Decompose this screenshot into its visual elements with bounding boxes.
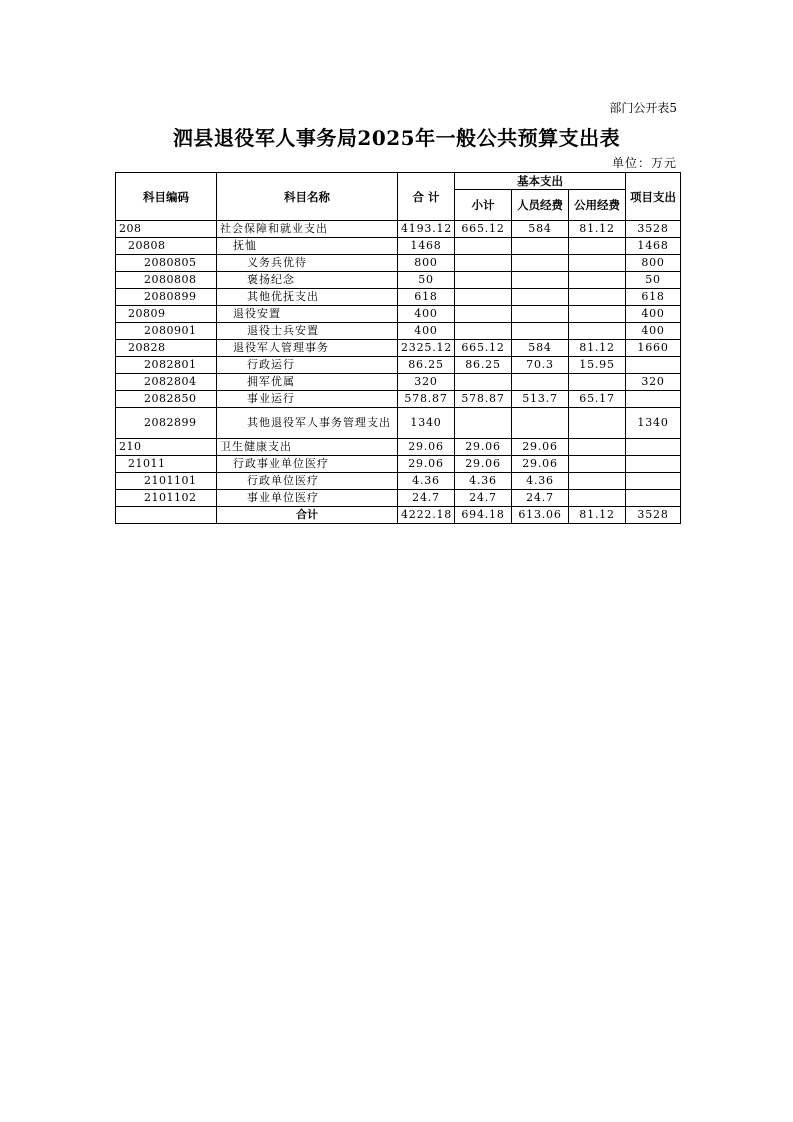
cell-personnel xyxy=(512,408,569,439)
cell-name: 卫生健康支出 xyxy=(217,439,398,456)
cell-public xyxy=(569,439,626,456)
table-row xyxy=(116,272,681,289)
total-public: 81.12 xyxy=(569,507,626,524)
table-row xyxy=(116,323,681,340)
cell-project: 800 xyxy=(626,255,681,272)
cell-code: 2101101 xyxy=(116,473,217,490)
total-project: 3528 xyxy=(626,507,681,524)
cell-personnel: 584 xyxy=(512,221,569,238)
cell-total: 400 xyxy=(398,323,455,340)
cell-total: 4193.12 xyxy=(398,221,455,238)
cell-total: 86.25 xyxy=(398,357,455,374)
cell-public xyxy=(569,323,626,340)
cell-public: 81.12 xyxy=(569,221,626,238)
cell-code: 2082850 xyxy=(116,391,217,408)
cell-project xyxy=(626,456,681,473)
cell-personnel: 29.06 xyxy=(512,456,569,473)
total-subtotal: 694.18 xyxy=(455,507,512,524)
cell-subtotal: 86.25 xyxy=(455,357,512,374)
cell-subtotal xyxy=(455,289,512,306)
cell-personnel xyxy=(512,306,569,323)
cell-personnel xyxy=(512,374,569,391)
cell-project: 400 xyxy=(626,306,681,323)
cell-code: 210 xyxy=(116,439,217,456)
cell-project: 1660 xyxy=(626,340,681,357)
cell-subtotal xyxy=(455,255,512,272)
cell-public xyxy=(569,289,626,306)
cell-subtotal: 665.12 xyxy=(455,340,512,357)
cell-name: 退役军人管理事务 xyxy=(217,340,398,357)
cell-public xyxy=(569,473,626,490)
total-row xyxy=(116,507,681,524)
cell-project: 320 xyxy=(626,374,681,391)
cell-total: 1468 xyxy=(398,238,455,255)
cell-total: 320 xyxy=(398,374,455,391)
table-row xyxy=(116,374,681,391)
cell-subtotal xyxy=(455,272,512,289)
cell-personnel: 24.7 xyxy=(512,490,569,507)
cell-subtotal: 24.7 xyxy=(455,490,512,507)
cell-name: 拥军优属 xyxy=(217,374,398,391)
cell-code: 2080805 xyxy=(116,255,217,272)
total-personnel: 613.06 xyxy=(512,507,569,524)
cell-total: 400 xyxy=(398,306,455,323)
cell-personnel: 29.06 xyxy=(512,439,569,456)
cell-public xyxy=(569,408,626,439)
cell-code xyxy=(116,507,217,524)
header-total: 合 计 xyxy=(398,173,455,221)
table-row xyxy=(116,473,681,490)
header-subtotal: 小计 xyxy=(455,190,512,221)
cell-code: 2080808 xyxy=(116,272,217,289)
table-row xyxy=(116,391,681,408)
cell-name: 义务兵优待 xyxy=(217,255,398,272)
cell-total: 24.7 xyxy=(398,490,455,507)
header-project: 项目支出 xyxy=(626,173,681,221)
cell-code: 21011 xyxy=(116,456,217,473)
cell-subtotal xyxy=(455,238,512,255)
cell-project: 400 xyxy=(626,323,681,340)
budget-table xyxy=(115,172,681,524)
cell-personnel xyxy=(512,238,569,255)
table-row xyxy=(116,306,681,323)
cell-personnel xyxy=(512,272,569,289)
cell-total: 29.06 xyxy=(398,456,455,473)
table-row xyxy=(116,408,681,439)
document-label: 部门公开表5 xyxy=(609,101,677,115)
cell-personnel: 4.36 xyxy=(512,473,569,490)
cell-total: 50 xyxy=(398,272,455,289)
cell-public: 65.17 xyxy=(569,391,626,408)
table-row xyxy=(116,221,681,238)
cell-subtotal xyxy=(455,408,512,439)
cell-code: 2080899 xyxy=(116,289,217,306)
cell-project: 1468 xyxy=(626,238,681,255)
cell-project xyxy=(626,439,681,456)
cell-name: 抚恤 xyxy=(217,238,398,255)
cell-project xyxy=(626,391,681,408)
cell-code: 2101102 xyxy=(116,490,217,507)
header-personnel: 人员经费 xyxy=(512,190,569,221)
cell-name: 其他退役军人事务管理支出 xyxy=(217,408,398,439)
cell-public xyxy=(569,238,626,255)
cell-subtotal xyxy=(455,323,512,340)
cell-personnel: 513.7 xyxy=(512,391,569,408)
table-body xyxy=(116,221,681,524)
cell-name: 行政单位医疗 xyxy=(217,473,398,490)
cell-personnel xyxy=(512,323,569,340)
cell-subtotal: 578.87 xyxy=(455,391,512,408)
cell-subtotal: 29.06 xyxy=(455,439,512,456)
cell-public xyxy=(569,272,626,289)
cell-total: 2325.12 xyxy=(398,340,455,357)
cell-public: 15.95 xyxy=(569,357,626,374)
cell-code: 2080901 xyxy=(116,323,217,340)
cell-subtotal xyxy=(455,374,512,391)
table-row xyxy=(116,439,681,456)
cell-subtotal: 665.12 xyxy=(455,221,512,238)
cell-name: 褒扬纪念 xyxy=(217,272,398,289)
header-code: 科目编码 xyxy=(116,173,217,221)
cell-public xyxy=(569,306,626,323)
cell-total: 578.87 xyxy=(398,391,455,408)
cell-subtotal: 4.36 xyxy=(455,473,512,490)
table-header xyxy=(116,173,681,221)
cell-name: 事业单位医疗 xyxy=(217,490,398,507)
cell-project: 1340 xyxy=(626,408,681,439)
cell-code: 208 xyxy=(116,221,217,238)
cell-project: 50 xyxy=(626,272,681,289)
cell-name: 行政运行 xyxy=(217,357,398,374)
cell-personnel: 584 xyxy=(512,340,569,357)
cell-total: 4.36 xyxy=(398,473,455,490)
cell-name: 退役士兵安置 xyxy=(217,323,398,340)
cell-public: 81.12 xyxy=(569,340,626,357)
table-row xyxy=(116,255,681,272)
cell-total: 800 xyxy=(398,255,455,272)
table-row xyxy=(116,340,681,357)
cell-project: 3528 xyxy=(626,221,681,238)
cell-public xyxy=(569,255,626,272)
cell-project xyxy=(626,490,681,507)
table-row xyxy=(116,289,681,306)
header-basic: 基本支出 xyxy=(455,173,626,190)
cell-personnel xyxy=(512,255,569,272)
cell-personnel: 70.3 xyxy=(512,357,569,374)
cell-name: 其他优抚支出 xyxy=(217,289,398,306)
cell-name: 社会保障和就业支出 xyxy=(217,221,398,238)
total-total: 4222.18 xyxy=(398,507,455,524)
cell-code: 20809 xyxy=(116,306,217,323)
table-row xyxy=(116,357,681,374)
cell-code: 2082801 xyxy=(116,357,217,374)
cell-project: 618 xyxy=(626,289,681,306)
table-row xyxy=(116,456,681,473)
cell-public xyxy=(569,374,626,391)
table-row xyxy=(116,490,681,507)
page-title: 泗县退役军人事务局2025年一般公共预算支出表 xyxy=(172,126,621,150)
cell-code: 20808 xyxy=(116,238,217,255)
cell-total: 29.06 xyxy=(398,439,455,456)
cell-personnel xyxy=(512,289,569,306)
cell-subtotal: 29.06 xyxy=(455,456,512,473)
total-label: 合计 xyxy=(217,507,398,524)
cell-code: 2082899 xyxy=(116,408,217,439)
cell-code: 2082804 xyxy=(116,374,217,391)
cell-subtotal xyxy=(455,306,512,323)
cell-name: 退役安置 xyxy=(217,306,398,323)
table-row xyxy=(116,238,681,255)
cell-project xyxy=(626,357,681,374)
cell-total: 1340 xyxy=(398,408,455,439)
header-name: 科目名称 xyxy=(217,173,398,221)
cell-code: 20828 xyxy=(116,340,217,357)
cell-public xyxy=(569,456,626,473)
cell-name: 事业运行 xyxy=(217,391,398,408)
cell-project xyxy=(626,473,681,490)
header-public: 公用经费 xyxy=(569,190,626,221)
cell-name: 行政事业单位医疗 xyxy=(217,456,398,473)
cell-total: 618 xyxy=(398,289,455,306)
cell-public xyxy=(569,490,626,507)
unit-label: 单位：万元 xyxy=(611,156,677,170)
